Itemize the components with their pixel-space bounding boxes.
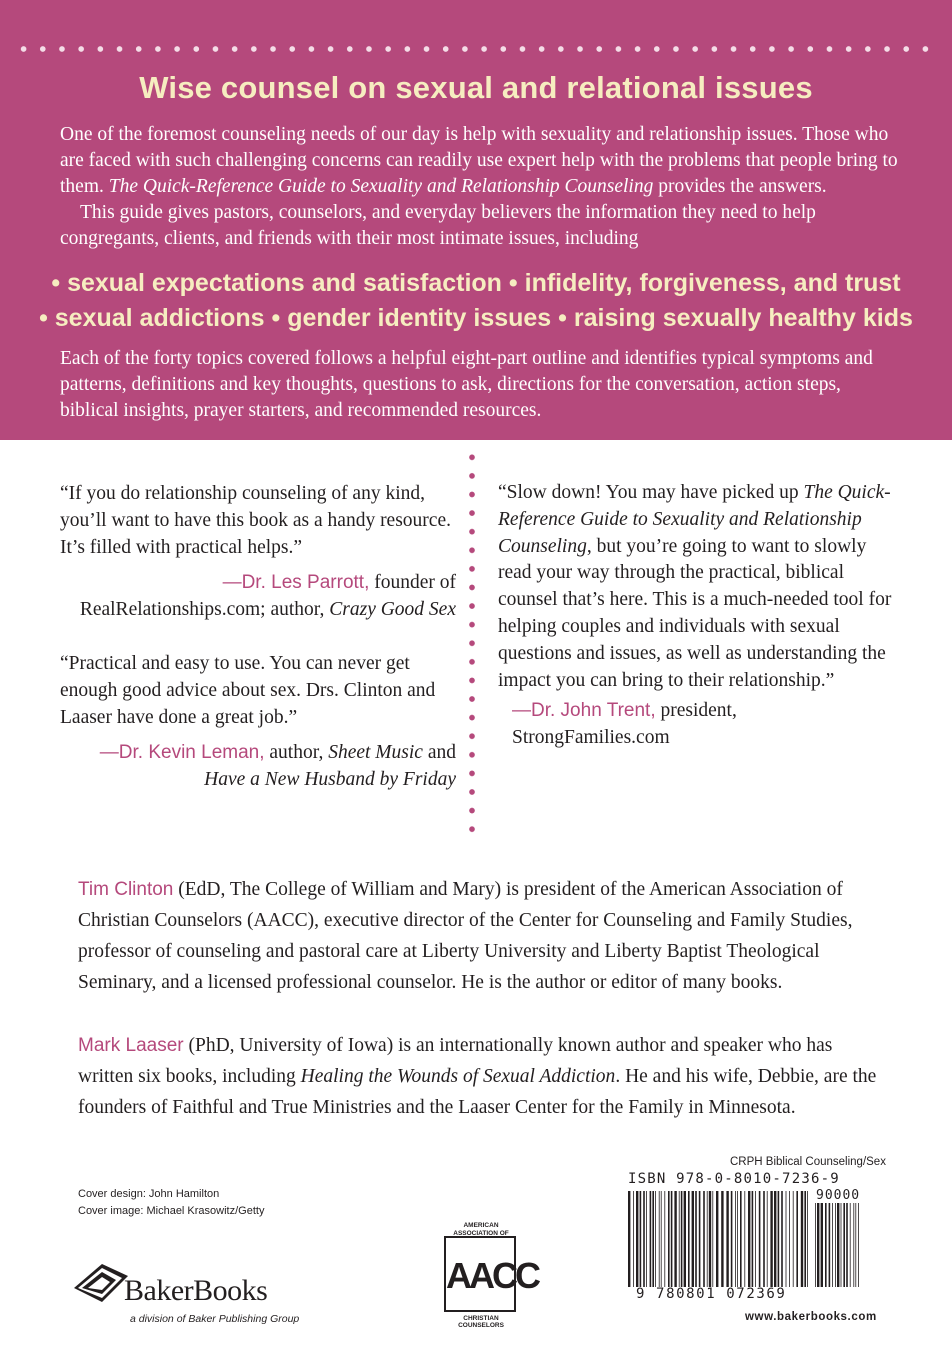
bullet-item: gender identity issues xyxy=(287,304,552,332)
barcode-bar xyxy=(679,1191,680,1287)
barcode-bar xyxy=(737,1191,738,1287)
barcode-bar xyxy=(796,1191,798,1287)
barcode-bar xyxy=(681,1191,683,1287)
intro-paragraph-2: This guide gives pastors, counselors, and everyday believers the information they need to help congregants, clients, and friends with their most intimate issues, including xyxy=(60,202,816,249)
publisher-url: www.bakerbooks.com xyxy=(745,1311,877,1323)
bullet-item: sexual expectations and satisfaction xyxy=(67,269,502,297)
bullet-item: sexual addictions xyxy=(54,304,265,332)
barcode-bar xyxy=(752,1191,754,1287)
barcode-bar xyxy=(707,1191,708,1287)
barcode-bar xyxy=(668,1191,670,1287)
barcode-bar xyxy=(759,1191,761,1287)
barcode-bar xyxy=(640,1191,642,1287)
isbn-text: ISBN 978-0-8010-7236-9 xyxy=(628,1171,840,1187)
price-code: 90000 xyxy=(816,1188,861,1203)
barcode-bar xyxy=(628,1191,630,1287)
barcode-bar xyxy=(853,1203,854,1287)
barcode-bar xyxy=(692,1191,694,1287)
endorsement-quote: “Practical and easy to use. You can never get enough good advice about sex. Drs. Clinton and Laaser have done a great job.” xyxy=(60,653,436,728)
cover-design-credit: Cover design: John Hamilton xyxy=(78,1188,220,1200)
barcode-bar xyxy=(695,1191,697,1287)
barcode-bar xyxy=(652,1191,654,1287)
barcode-bar xyxy=(807,1191,808,1287)
barcode-bar xyxy=(633,1191,634,1287)
barcode-bar xyxy=(835,1203,836,1287)
barcode-bar xyxy=(650,1191,652,1287)
endorsement-quote: “If you do relationship counseling of any kind, you’ll want to have this book as a handy resource. It’s filled with practical helps.” xyxy=(60,483,451,558)
headline: Wise counsel on sexual and relational issues xyxy=(139,70,813,105)
barcode-bar xyxy=(748,1191,750,1287)
barcode-bar xyxy=(846,1203,848,1287)
endorsement-trent: “Slow down! You may have picked up The Quick-Reference Guide to Sexuality and Relationship Counseling, but you’re going to want to slowly read your way through the practical, biblical counsel that’s here. This is a much-needed tool for helping couples and individuals with sexual questions and issues, as well as understanding the impact you can bring to their relationship.” —Dr. John Trent, president, StrongFamilies.com xyxy=(498,480,894,752)
barcode-bar xyxy=(661,1191,662,1287)
barcode-bar xyxy=(786,1191,787,1287)
intro-paragraph-1: One of the foremost counseling needs of our day is help with sexuality and relationship issues. Those who are faced with such challenging concerns can readily use expert help with the problems that people bring to them. The Quick-Reference Guide to Sexuality and Relationship Counseling provides the answers. xyxy=(60,124,898,197)
barcode-bar xyxy=(793,1191,794,1287)
barcode-bar xyxy=(858,1203,859,1287)
publisher-name: BakerBooks xyxy=(124,1274,268,1307)
book-title: The Quick-Reference Guide to Sexuality and Relationship Counseling xyxy=(108,176,654,197)
barcode-bar xyxy=(721,1191,723,1287)
barcode-bar xyxy=(774,1191,776,1287)
barcode-bar xyxy=(684,1191,686,1287)
author-name: Mark Laaser xyxy=(78,1035,184,1056)
outro-text: Each of the forty topics covered follows a helpful eight-part outline and identifies typical symptoms and patterns, definitions and key thoughts, questions to ask, directions for the conversation, action steps, biblical insights, prayer starters, and recommended resources. xyxy=(60,348,873,421)
barcode-bar xyxy=(674,1191,676,1287)
cover-credits xyxy=(78,1186,264,1220)
barcode-bar xyxy=(755,1191,756,1287)
barcode-bar xyxy=(726,1191,728,1287)
aacc-logo: AMERICAN ASSOCIATION OF AACC CHRISTIAN COUNSELORS xyxy=(446,1222,538,1329)
decorative-dot-row xyxy=(14,44,938,54)
barcode-bar xyxy=(789,1191,790,1287)
barcode-bar xyxy=(655,1191,656,1287)
bakerbooks-logo xyxy=(72,1258,322,1328)
barcode-bar xyxy=(817,1203,819,1287)
aacc-letters: AACC xyxy=(444,1236,516,1312)
barcode-bar xyxy=(699,1191,701,1287)
barcode-bar xyxy=(832,1203,833,1287)
barcode-bar xyxy=(664,1191,665,1287)
barcode-bar xyxy=(843,1203,845,1287)
barcode-bar xyxy=(763,1191,765,1287)
endorsement-leman: “Practical and easy to use. You can never get enough good advice about sex. Drs. Clinton and Laaser have done a great job.” —Dr. Kevin Leman, author, Sheet Music and Have a New Husband by Friday xyxy=(60,650,456,793)
barcode-bar xyxy=(770,1191,772,1287)
barcode-bar xyxy=(740,1191,742,1287)
book-stack-icon xyxy=(72,1258,132,1306)
barcode-bar xyxy=(778,1191,780,1287)
barcode-bar xyxy=(781,1191,783,1287)
barcode-bar xyxy=(688,1191,690,1287)
barcode-bar xyxy=(850,1203,851,1287)
topic-bullets: • sexual expectations and satisfaction • infidelity, forgiveness, and trust • sexual addictions • gender identity issues • raising sexually healthy kids xyxy=(39,269,913,332)
barcode-bar xyxy=(829,1203,831,1287)
author-name: Tim Clinton xyxy=(78,879,174,900)
barcode-bar xyxy=(643,1191,645,1287)
barcode-bar xyxy=(841,1203,842,1287)
barcode-bar xyxy=(821,1203,823,1287)
price-barcode xyxy=(815,1203,859,1287)
barcode-number: 9 780801 072369 xyxy=(636,1286,787,1302)
top-banner xyxy=(0,0,952,440)
endorsement-quote: “Slow down! You may have picked up The Quick-Reference Guide to Sexuality and Relationship Counseling, but you’re going to want to slowly read your way through the practical, biblical counsel that’s here. This is a much-needed tool for helping couples and individuals with sexual questions and issues, as well as understanding the impact you can bring to their relationship.” xyxy=(498,482,892,691)
barcode-bar xyxy=(636,1191,638,1287)
author-bio-clinton: Tim Clinton (EdD, The College of William and Mary) is president of the American Association of Christian Counselors (AACC), executive director of the Center for Counseling and Family Studies, professor of counseling and pastoral care at Liberty University and Liberty Baptist Theological Seminary, and a licensed professional counselor. He is the author or editor of many books. xyxy=(78,879,853,993)
barcode-bar xyxy=(744,1191,745,1287)
barcode-bar xyxy=(671,1191,673,1287)
barcode-bar xyxy=(855,1203,856,1287)
cover-image-credit: Cover image: Michael Krasowitz/Getty xyxy=(78,1205,265,1217)
barcode-bar xyxy=(837,1203,839,1287)
barcode-bar xyxy=(767,1191,768,1287)
endorser-name: —Dr. John Trent, xyxy=(512,700,656,722)
endorsement-parrott: “If you do relationship counseling of any kind, you’ll want to have this book as a handy resource. It’s filled with practical helps.” —Dr. Les Parrott, founder of RealRelationships.com; author, Crazy Good Sex xyxy=(60,480,456,623)
publisher-division: a division of Baker Publishing Group xyxy=(130,1313,300,1325)
barcode-bar xyxy=(801,1191,803,1287)
barcode-bar xyxy=(735,1191,736,1287)
bullet-item: raising sexually healthy kids xyxy=(573,304,913,332)
category-label: CRPH Biblical Counseling/Sex xyxy=(730,1156,886,1168)
barcode-bar xyxy=(712,1191,713,1287)
barcode-bar xyxy=(815,1203,816,1287)
barcode-bar xyxy=(709,1191,711,1287)
barcode-bar xyxy=(646,1191,647,1287)
barcode-bar xyxy=(703,1191,705,1287)
intro-text xyxy=(60,122,900,252)
bullet-item: infidelity, forgiveness, and trust xyxy=(524,269,901,297)
barcode-bar xyxy=(716,1191,718,1287)
barcode-bar xyxy=(659,1191,660,1287)
endorser-name: —Dr. Les Parrott, xyxy=(222,572,370,593)
barcode-bar xyxy=(731,1191,733,1287)
isbn-barcode xyxy=(628,1191,810,1287)
barcode-bar xyxy=(825,1203,827,1287)
endorser-name: —Dr. Kevin Leman, xyxy=(99,742,265,763)
barcode-bar xyxy=(804,1191,806,1287)
author-bio-laaser: Mark Laaser (PhD, University of Iowa) is an internationally known author and speaker who has written six books, including Healing the Wounds of Sexual Addiction. He and his wife, Debbie, are the founders of Faithful and True Ministries and the Laaser Center for the Family in Minnesota. xyxy=(78,1035,877,1118)
decorative-dot-column xyxy=(467,448,477,838)
